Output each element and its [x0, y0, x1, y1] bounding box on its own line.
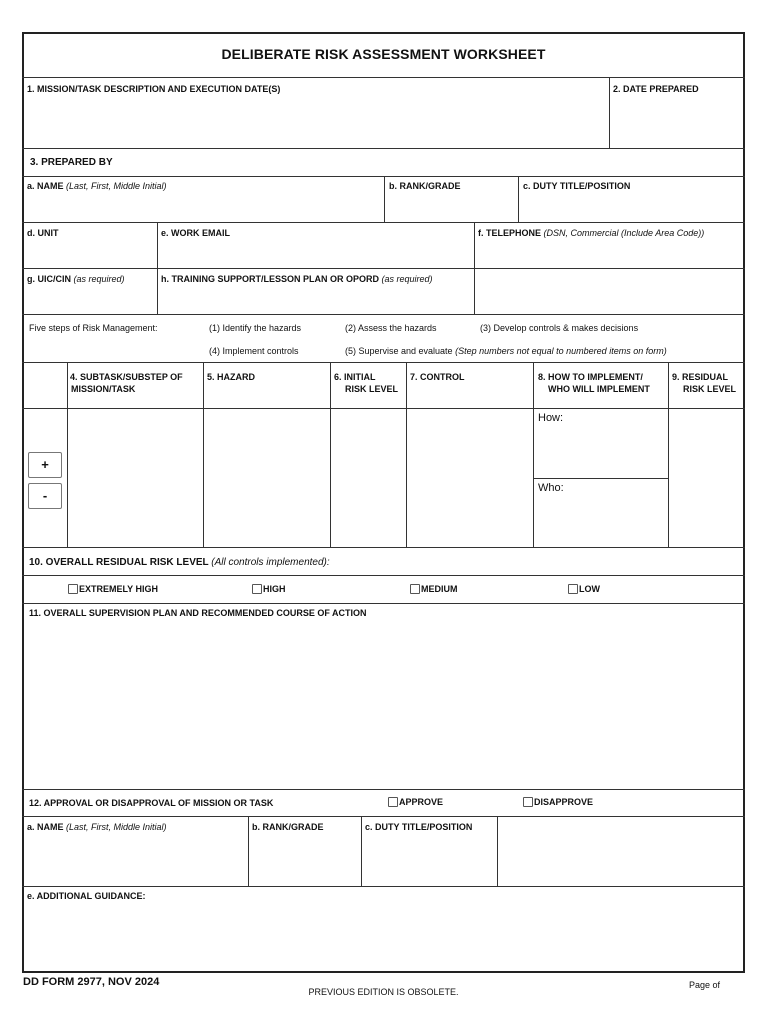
training-support-extra-field[interactable] — [476, 270, 743, 313]
hazard-cell[interactable] — [205, 410, 329, 546]
approver-rank-field[interactable] — [250, 834, 359, 884]
approver-name-label: a. NAME (Last, First, Middle Initial) — [27, 822, 167, 832]
approver-duty-field[interactable] — [363, 834, 495, 884]
mission-task-label: 1. MISSION/TASK DESCRIPTION AND EXECUTION DATE(S) — [27, 84, 281, 94]
step-2: (2) Assess the hazards — [345, 323, 437, 333]
previous-edition-note: PREVIOUS EDITION IS OBSOLETE. — [308, 987, 459, 997]
form-title: DELIBERATE RISK ASSESSMENT WORKSHEET — [221, 46, 546, 62]
step-5: (5) Supervise and evaluate (Step numbers not equal to numbered items on form) — [345, 346, 667, 356]
divider — [474, 222, 475, 314]
telephone-label: f. TELEPHONE (DSN, Commercial (Include Area Code)) — [478, 228, 705, 238]
divider — [22, 77, 745, 78]
who-field[interactable] — [535, 496, 667, 546]
supervision-plan-field[interactable] — [24, 620, 743, 787]
subtask-cell[interactable] — [69, 410, 202, 546]
divider — [22, 816, 745, 817]
divider — [22, 362, 745, 363]
checkbox-icon — [388, 797, 398, 807]
approver-rank-label: b. RANK/GRADE — [252, 822, 324, 832]
page-number: Page of — [689, 980, 721, 990]
how-field[interactable] — [535, 426, 667, 476]
checkbox-icon — [410, 584, 420, 594]
divider — [497, 816, 498, 886]
uic-cin-label: g. UIC/CIN (as required) — [27, 274, 125, 284]
initial-risk-cell[interactable] — [332, 410, 405, 546]
mission-task-field[interactable] — [24, 96, 607, 146]
divider — [533, 362, 534, 547]
approve-checkbox[interactable]: APPROVE — [388, 797, 443, 807]
name-field[interactable] — [24, 193, 382, 220]
work-email-label: e. WORK EMAIL — [161, 228, 230, 238]
divider — [22, 575, 745, 576]
col-initial-risk-header: 6. INITIAL RISK LEVEL — [334, 372, 399, 394]
medium-checkbox[interactable]: MEDIUM — [410, 584, 458, 594]
extremely-high-checkbox[interactable]: EXTREMELY HIGH — [68, 584, 158, 594]
add-row-button[interactable]: + — [28, 452, 62, 478]
duty-title-field[interactable] — [520, 193, 743, 220]
checkbox-icon — [68, 584, 78, 594]
unit-label: d. UNIT — [27, 228, 59, 238]
divider — [22, 222, 745, 223]
divider — [330, 362, 331, 547]
remove-row-button[interactable]: - — [28, 483, 62, 509]
date-prepared-label: 2. DATE PREPARED — [613, 84, 699, 94]
high-checkbox[interactable]: HIGH — [252, 584, 286, 594]
approver-signature-field[interactable] — [499, 818, 743, 884]
divider — [22, 603, 745, 604]
divider — [67, 362, 68, 547]
rank-grade-label: b. RANK/GRADE — [389, 181, 461, 191]
low-checkbox[interactable]: LOW — [568, 584, 600, 594]
divider — [668, 362, 669, 547]
form-number: DD FORM 2977, NOV 2024 — [23, 976, 160, 988]
additional-guidance-field[interactable] — [24, 903, 743, 970]
approval-label: 12. APPROVAL OR DISAPPROVAL OF MISSION OR TASK — [29, 798, 274, 808]
col-how-who-header: 8. HOW TO IMPLEMENT/ WHO WILL IMPLEMENT — [538, 372, 650, 394]
checkbox-icon — [568, 584, 578, 594]
control-cell[interactable] — [408, 410, 532, 546]
approver-name-field[interactable] — [24, 834, 246, 884]
divider — [248, 816, 249, 886]
step-4: (4) Implement controls — [209, 346, 299, 356]
supervision-plan-label: 11. OVERALL SUPERVISION PLAN AND RECOMMENDED COURSE OF ACTION — [29, 608, 367, 618]
divider — [361, 816, 362, 886]
uic-cin-field[interactable] — [24, 286, 155, 313]
divider — [22, 789, 745, 790]
col-subtask-header: 4. SUBTASK/SUBSTEP OF MISSION/TASK — [70, 372, 183, 394]
additional-guidance-label: e. ADDITIONAL GUIDANCE: — [27, 891, 146, 901]
prepared-by-heading: 3. PREPARED BY — [30, 157, 113, 168]
col-control-header: 7. CONTROL — [410, 372, 465, 382]
divider — [406, 362, 407, 547]
divider — [533, 478, 668, 479]
divider — [22, 314, 745, 315]
col-hazard-header: 5. HAZARD — [207, 372, 256, 382]
name-label: a. NAME (Last, First, Middle Initial) — [27, 181, 167, 191]
divider — [22, 886, 745, 887]
residual-risk-cell[interactable] — [670, 410, 743, 546]
date-prepared-field[interactable] — [611, 96, 743, 146]
divider — [22, 148, 745, 149]
duty-title-label: c. DUTY TITLE/POSITION — [523, 181, 631, 191]
steps-intro: Five steps of Risk Management: — [29, 323, 158, 333]
divider — [518, 176, 519, 222]
overall-residual-risk-label: 10. OVERALL RESIDUAL RISK LEVEL (All controls implemented): — [29, 557, 330, 568]
telephone-field[interactable] — [476, 240, 743, 267]
how-label: How: — [538, 412, 564, 424]
divider — [157, 222, 158, 314]
unit-field[interactable] — [24, 240, 155, 267]
step-3: (3) Develop controls & makes decisions — [480, 323, 639, 333]
col-residual-risk-header: 9. RESIDUAL RISK LEVEL — [672, 372, 737, 394]
disapprove-checkbox[interactable]: DISAPPROVE — [523, 797, 593, 807]
checkbox-icon — [523, 797, 533, 807]
work-email-field[interactable] — [159, 240, 472, 267]
divider — [22, 547, 745, 548]
divider — [203, 362, 204, 547]
divider — [22, 268, 745, 269]
divider — [384, 176, 385, 222]
training-support-label: h. TRAINING SUPPORT/LESSON PLAN OR OPORD (as required) — [161, 274, 433, 284]
approver-duty-label: c. DUTY TITLE/POSITION — [365, 822, 473, 832]
rank-grade-field[interactable] — [386, 193, 516, 220]
training-support-field[interactable] — [159, 286, 472, 313]
who-label: Who: — [538, 482, 564, 494]
divider — [609, 77, 610, 148]
divider — [22, 408, 745, 409]
checkbox-icon — [252, 584, 262, 594]
step-1: (1) Identify the hazards — [209, 323, 302, 333]
